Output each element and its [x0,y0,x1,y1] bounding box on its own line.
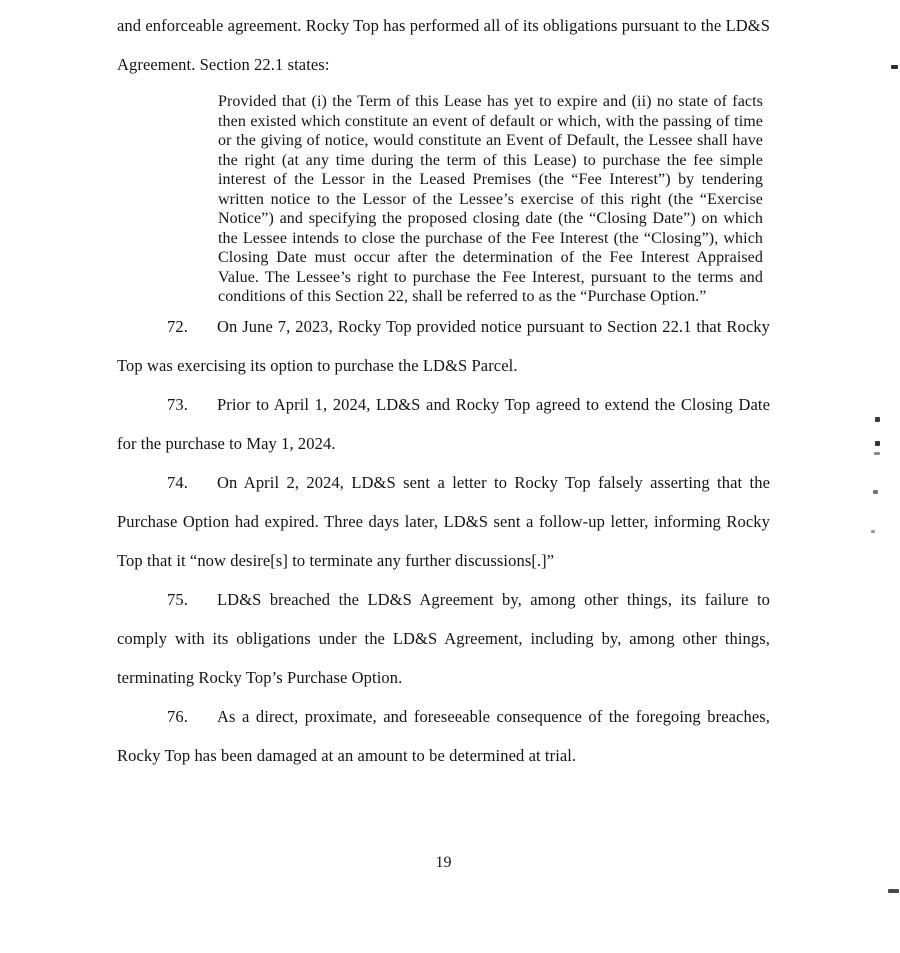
scan-speckle [875,441,880,446]
paragraph-number: 74. [167,472,188,492]
scan-speckle [871,530,875,533]
paragraph-number: 73. [167,394,188,414]
paragraph-text: On June 7, 2023, Rocky Top provided notice pursuant to Section 22.1 that Rocky Top was exercising its option to purchase the LD&S Parcel. [117,316,770,375]
scan-speckle [873,490,878,494]
paragraph-text: LD&S breached the LD&S Agreement by, among other things, its failure to comply with its obligations under the LD&S Agreement, including by, among other things, terminating Rocky Top’s Purchase Option. [117,589,770,687]
paragraph-text: Prior to April 1, 2024, LD&S and Rocky Top agreed to extend the Closing Date for the purchase to May 1, 2024. [117,394,770,453]
paragraph-number: 72. [167,316,188,336]
numbered-paragraph-74 [117,463,770,580]
paragraph-text: On April 2, 2024, LD&S sent a letter to Rocky Top falsely asserting that the Purchase Option had expired. Three days later, LD&S sent a follow-up letter, informing Rocky Top that it “now desire[s] to terminate any further discussions[.]” [117,472,770,570]
numbered-paragraph-75 [117,580,770,697]
numbered-paragraph-76 [117,697,770,775]
scan-speckle [874,452,880,455]
page-number: 19 [435,853,452,871]
scan-speckle [875,417,880,422]
numbered-paragraph-72 [117,307,770,385]
scan-speckle [888,889,899,893]
intro-paragraph: and enforceable agreement. Rocky Top has performed all of its obligations pursuant to the LD&S Agreement. Section 22.1 states: [117,16,770,74]
paragraph-number: 76. [167,706,188,726]
block-quote-section-22-1: Provided that (i) the Term of this Lease has yet to expire and (ii) no state of facts then existed which constitute an event of default or which, with the passing of time or the giving of notice, would constitute an Event of Default, the Lessee shall have the right (at any time during the term of this Lease) to purchase the fee simple interest of the Lessor in the Leased Premises (the “Fee Interest”) by tendering written notice to the Lessor of the Lessee’s exercise of this right (the “Exercise Notice”) and specifying the proposed closing date (the “Closing Date”) on which the Lessee intends to close the purchase of the Fee Interest (the “Closing”), which Closing Date must occur after the determination of the Fee Interest Appraised Value. The Lessee’s right to purchase the Fee Interest, pursuant to the terms and conditions of this Section 22, shall be referred to as the “Purchase Option.” [218,93,763,305]
paragraph-number: 75. [167,589,188,609]
paragraph-text: As a direct, proximate, and foreseeable consequence of the foregoing breaches, Rocky Top has been damaged at an amount to be determined at trial. [117,706,770,765]
numbered-paragraph-73 [117,385,770,463]
scan-speckle [891,65,898,69]
